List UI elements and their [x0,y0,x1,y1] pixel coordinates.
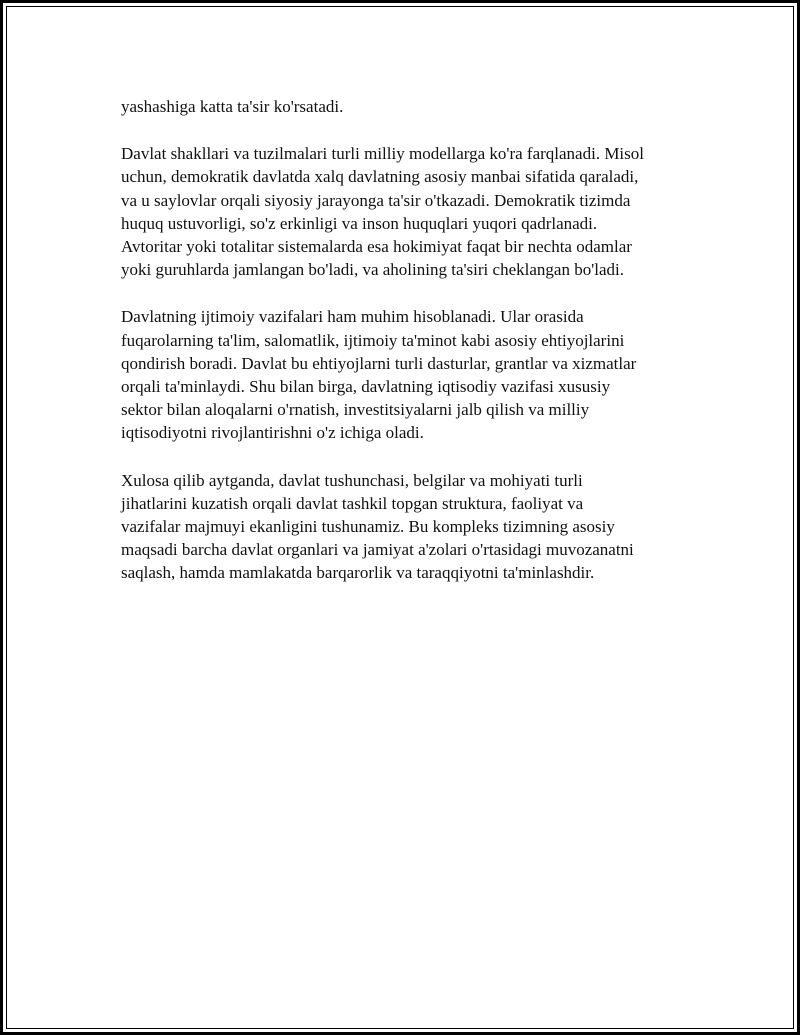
text-line: maqsadi barcha davlat organlari va jamiyat a'zolari o'rtasidagi muvozanatni [121,540,634,560]
text-line: uchun, demokratik davlatda xalq davlatning asosiy manbai sifatida qaraladi, [121,167,639,187]
text-line: Xulosa qilib aytganda, davlat tushunchasi, belgilar va mohiyati turli [121,470,583,490]
paragraph-1 [121,95,696,118]
text-line: fuqarolarning ta'lim, salomatlik, ijtimoiy ta'minot kabi asosiy ehtiyojlarini [121,330,625,350]
text-line: qondirish boradi. Davlat bu ehtiyojlarni turli dasturlar, grantlar va xizmatlar [121,353,637,373]
text-line: vazifalar majmuyi ekanligini tushunamiz. Bu kompleks tizimning asosiy [121,517,615,537]
paragraph-4 [121,469,696,585]
text-line: Avtoritar yoki totalitar sistemalarda esa hokimiyat faqat bir nechta odamlar [121,237,632,257]
text-line: saqlash, hamda mamlakatda barqarorlik va taraqqiyotni ta'minlashdir. [121,563,595,583]
document-body [121,95,696,609]
paragraph-2 [121,142,696,281]
text-line: va u saylovlar orqali siyosiy jarayonga ta'sir o'tkazadi. Demokratik tizimda [121,190,631,210]
text-line: iqtisodiyotni rivojlantirishni o'z ichiga oladi. [121,423,424,443]
text-line: sektor bilan aloqalarni o'rnatish, investitsiyalarni jalb qilish va milliy [121,400,590,420]
paragraph-3 [121,305,696,444]
text-line: yashashiga katta ta'sir ko'rsatadi. [121,97,344,116]
text-line: yoki guruhlarda jamlangan bo'ladi, va aholining ta'siri cheklangan bo'ladi. [121,260,624,280]
text-line: huquq ustuvorligi, so'z erkinligi va inson huquqlari yuqori qadrlanadi. [121,213,598,233]
text-line: jihatlarini kuzatish orqali davlat tashkil topgan struktura, faoliyat va [121,493,584,513]
text-line: Davlatning ijtimoiy vazifalari ham muhim hisoblanadi. Ular orasida [121,307,584,327]
text-line: orqali ta'minlaydi. Shu bilan birga, davlatning iqtisodiy vazifasi xususiy [121,377,611,397]
text-line: Davlat shakllari va tuzilmalari turli milliy modellarga ko'ra farqlanadi. Misol [121,144,644,164]
